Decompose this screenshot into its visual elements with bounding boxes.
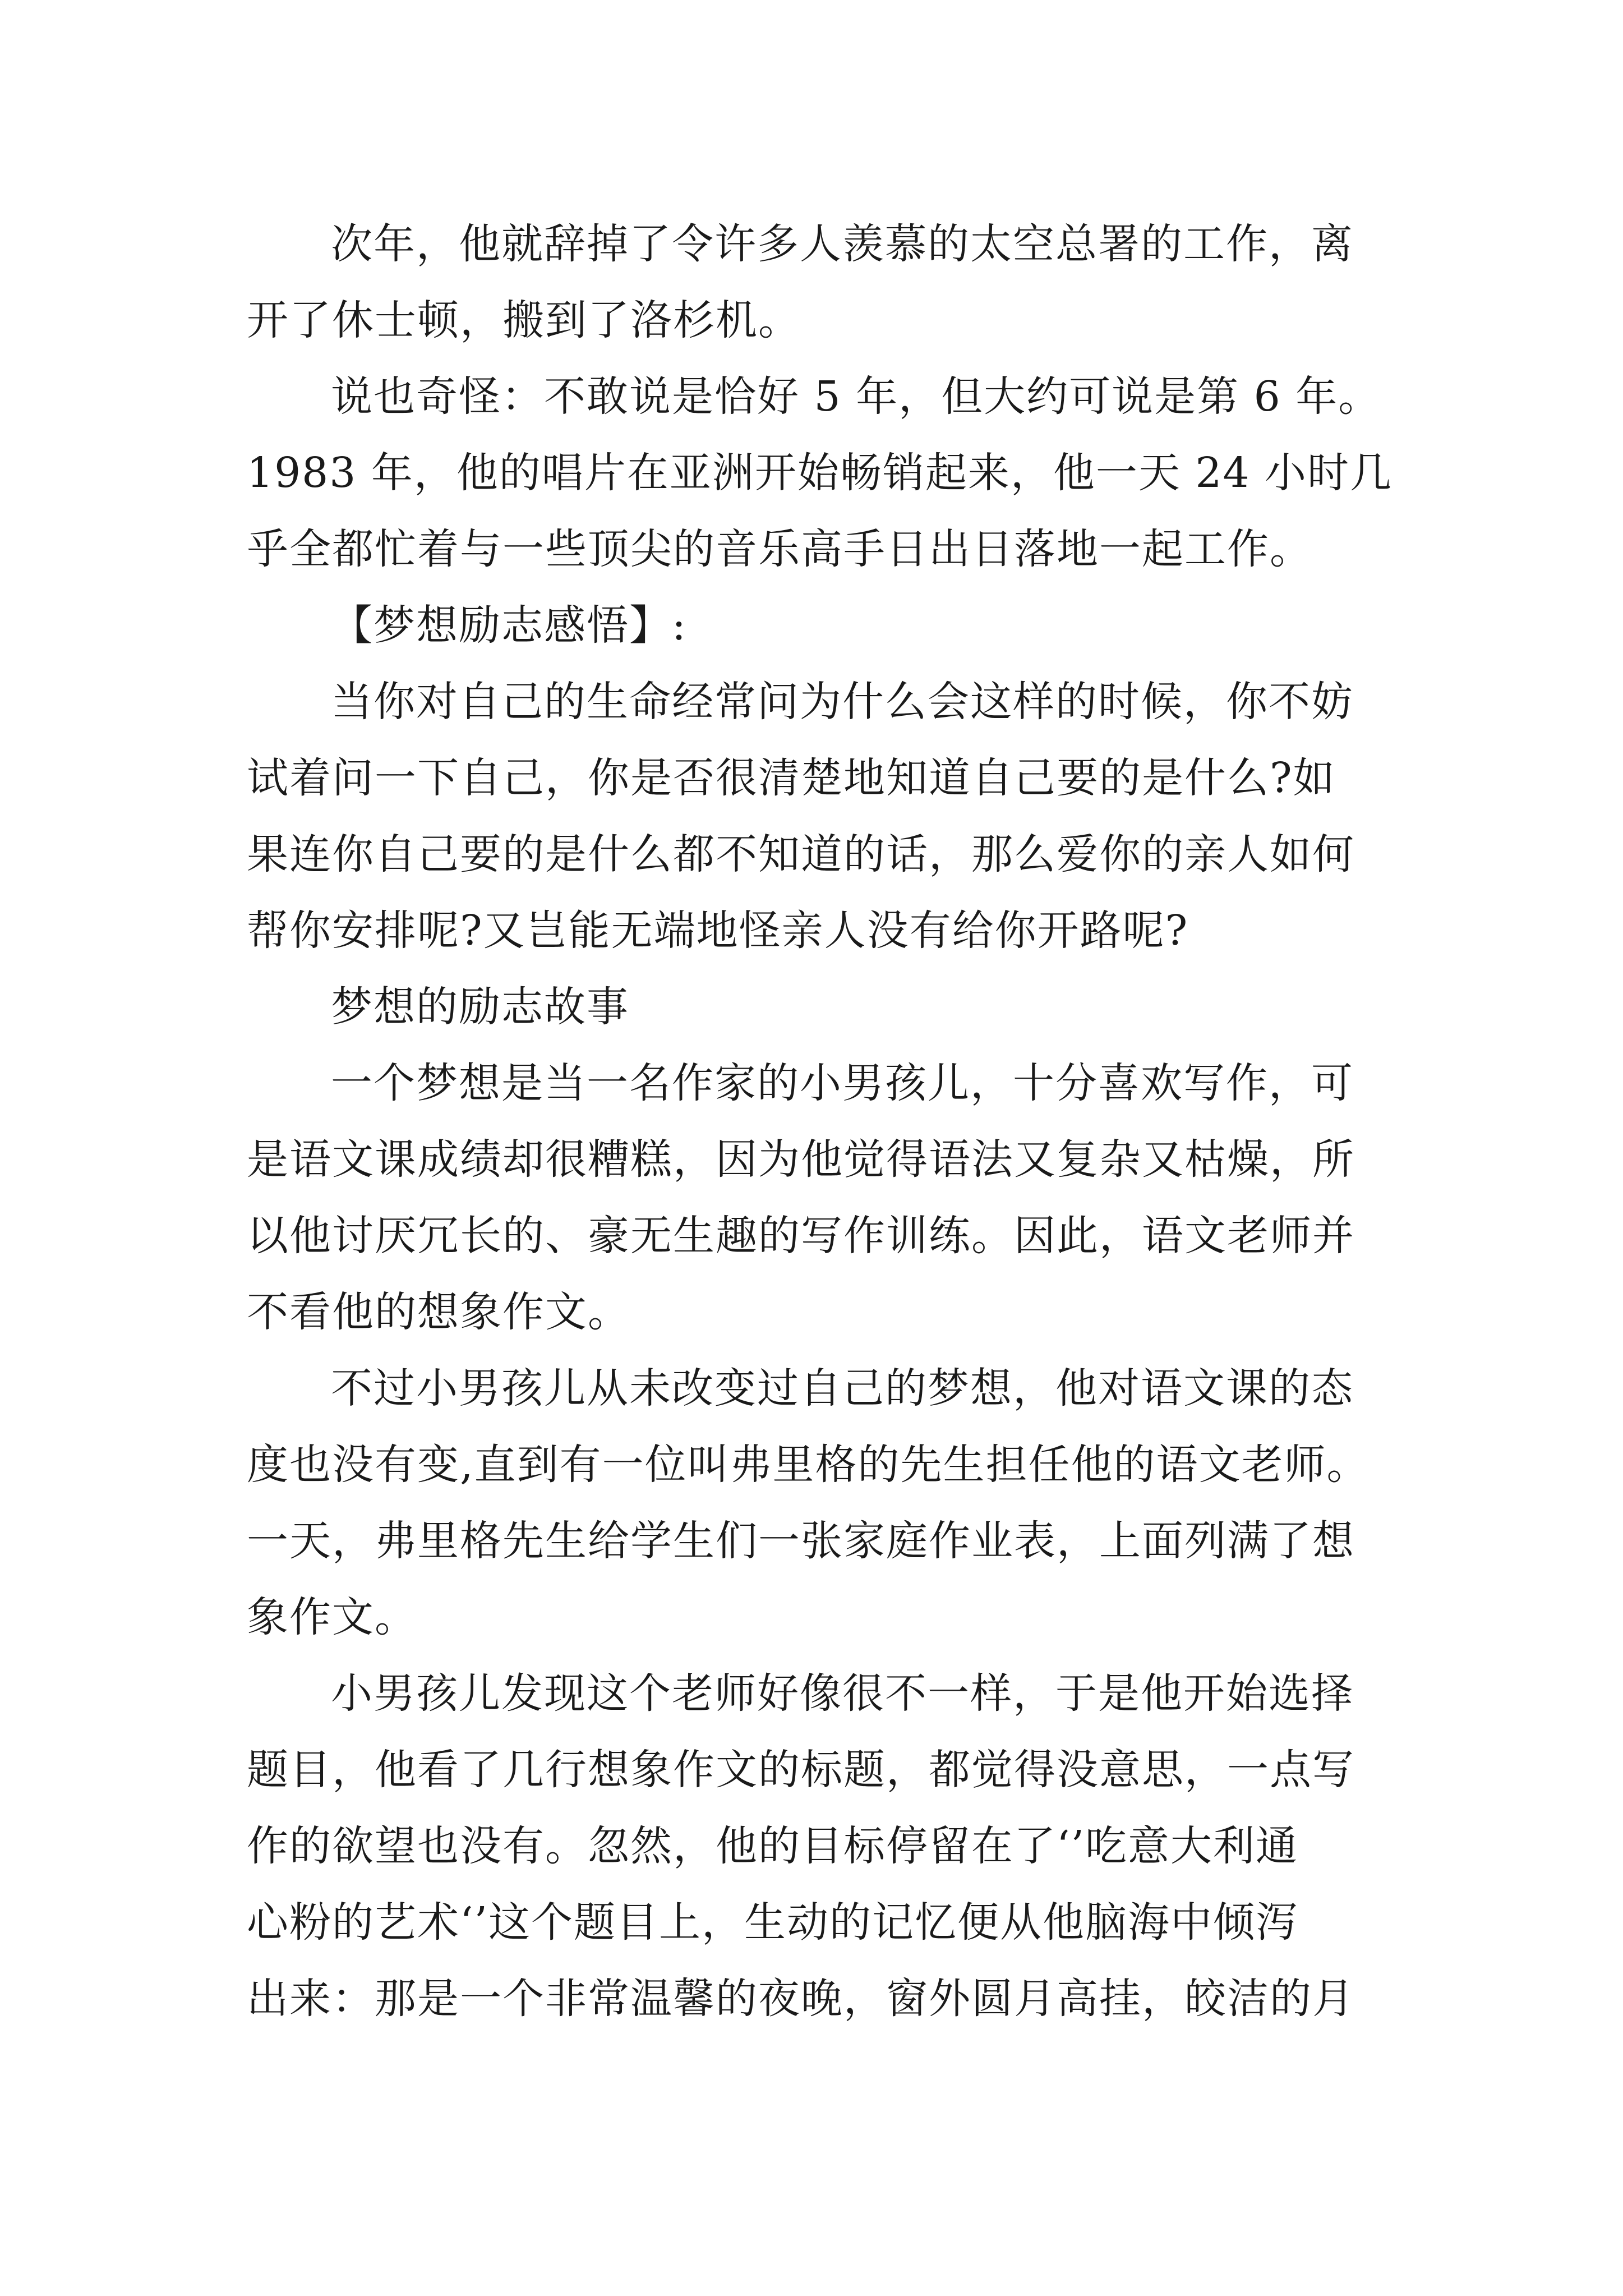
text-line: 说也奇怪：不敢说是恰好 5 年，但大约可说是第 6 年。 [331,372,1381,421]
text-line: 度也没有变,直到有一位叫弗里格的先生担任他的语文老师。 [247,1441,1370,1489]
text-line: 开了休士顿，搬到了洛杉机。 [247,296,801,344]
text-line: 题目，他看了几行想象作文的标题，都觉得没意思，一点写 [247,1746,1355,1794]
section-heading: 梦想的励志故事 [331,983,629,1031]
text-line: 出来：那是一个非常温馨的夜晚，窗外圆月高挂，皎洁的月 [247,1975,1355,2023]
text-line: 帮你安排呢?又岂能无端地怪亲人没有给你开路呢? [247,907,1189,955]
text-line: 心粉的艺术‘’这个题目上，生动的记忆便从他脑海中倾泻 [247,1898,1299,1947]
text-line: 不看他的想象作文。 [247,1288,630,1336]
text-line: 一个梦想是当一名作家的小男孩儿，十分喜欢写作，可 [331,1059,1354,1107]
text-line: 当你对自己的生命经常问为什么会这样的时候，你不妨 [331,678,1354,726]
text-line: 一天，弗里格先生给学生们一张家庭作业表，上面列满了想 [247,1517,1355,1565]
text-line: 是语文课成绩却很糟糕，因为他觉得语法又复杂又枯燥，所 [247,1135,1355,1184]
text-line: 1983 年，他的唱片在亚洲开始畅销起来，他一天 24 小时几 [247,449,1393,497]
text-line: 次年，他就辞掉了令许多人羡慕的太空总署的工作，离 [331,220,1354,268]
text-line: 不过小男孩儿从未改变过自己的梦想，他对语文课的态 [331,1364,1354,1412]
text-line: 作的欲望也没有。忽然，他的目标停留在了‘’吃意大利通 [247,1822,1299,1870]
text-line: 小男孩儿发现这个老师好像很不一样，于是他开始选择 [331,1669,1354,1718]
text-line: 乎全都忙着与一些顶尖的音乐高手日出日落地一起工作。 [247,525,1312,573]
section-heading: 【梦想励志感悟】: [331,601,687,650]
text-line: 试着问一下自己，你是否很清楚地知道自己要的是什么?如 [247,754,1336,802]
text-line: 以他讨厌冗长的、豪无生趣的写作训练。因此，语文老师并 [247,1212,1355,1260]
text-line: 果连你自己要的是什么都不知道的话，那么爱你的亲人如何 [247,830,1355,878]
text-line: 象作文。 [247,1593,417,1641]
